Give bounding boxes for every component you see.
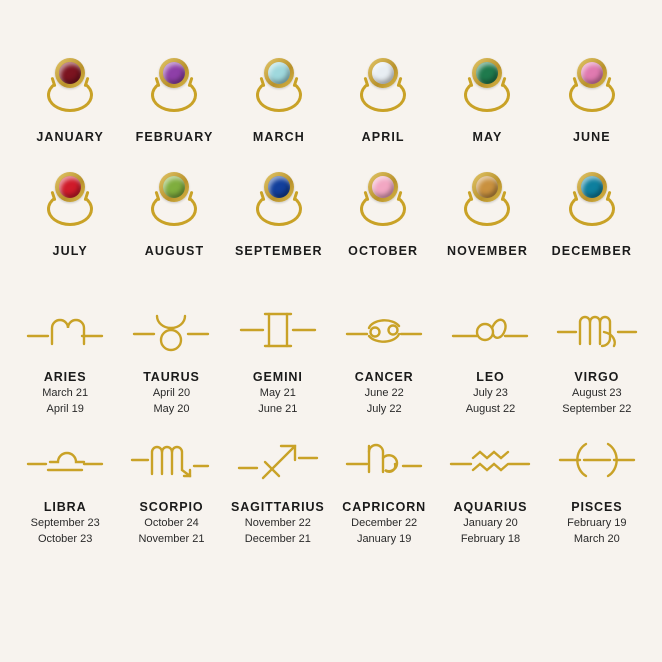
sign-end-date: May 20: [153, 403, 190, 415]
gemini-glyph-icon: [226, 298, 330, 360]
libra-glyph-icon: [13, 428, 117, 490]
sign-end-date: November 21: [138, 533, 205, 545]
gemstone: [581, 176, 603, 198]
ring-icon: [335, 52, 431, 114]
gemstone: [163, 62, 185, 84]
ring-icon: [231, 52, 327, 114]
gemstone: [268, 176, 290, 198]
month-label: APRIL: [361, 130, 405, 144]
sign-name: AQUARIUS: [453, 500, 528, 514]
zodiac-item-cancer[interactable]: [331, 298, 437, 416]
aries-glyph-icon: [13, 298, 117, 360]
sign-end-date: February 18: [460, 533, 521, 545]
birthstone-section: [0, 0, 662, 258]
zodiac-item-taurus[interactable]: [118, 298, 224, 416]
ring-icon: [439, 52, 535, 114]
gemstone: [581, 62, 603, 84]
zodiac-item-aries[interactable]: [12, 298, 118, 416]
zodiac-section: [0, 280, 662, 546]
zodiac-item-virgo[interactable]: [544, 298, 650, 416]
sign-name: LIBRA: [43, 500, 87, 514]
leo-glyph-icon: [438, 298, 542, 360]
capricorn-glyph-icon: [332, 428, 436, 490]
sign-end-date: June 21: [258, 403, 298, 415]
ring-icon: [335, 166, 431, 228]
sign-start-date: December 22: [351, 517, 418, 529]
birthstone-item-january[interactable]: [18, 52, 122, 144]
birthstone-row-2: [18, 166, 644, 258]
sign-end-date: September 22: [562, 403, 632, 415]
sign-name: ARIES: [43, 370, 87, 384]
month-label: OCTOBER: [348, 244, 419, 258]
sign-end-date: December 21: [244, 533, 311, 545]
sign-start-date: July 23: [473, 387, 508, 399]
month-label: DECEMBER: [551, 244, 632, 258]
sign-name: CANCER: [354, 370, 414, 384]
sign-start-date: October 24: [144, 517, 199, 529]
cancer-glyph-icon: [332, 298, 436, 360]
ring-icon: [126, 52, 222, 114]
zodiac-item-libra[interactable]: [12, 428, 118, 546]
zodiac-item-scorpio[interactable]: [118, 428, 224, 546]
gemstone: [59, 176, 81, 198]
birthstone-item-august[interactable]: [122, 166, 226, 258]
birthstone-item-october[interactable]: [331, 166, 435, 258]
sign-name: PISCES: [571, 500, 623, 514]
birthstone-item-may[interactable]: [435, 52, 539, 144]
gemstone: [476, 62, 498, 84]
birthstone-item-december[interactable]: [540, 166, 644, 258]
taurus-glyph-icon: [119, 298, 223, 360]
birthstone-item-july[interactable]: [18, 166, 122, 258]
birthstone-item-september[interactable]: [227, 166, 331, 258]
sign-end-date: October 23: [37, 533, 93, 545]
month-label: JANUARY: [36, 130, 104, 144]
sign-start-date: November 22: [244, 517, 311, 529]
sign-start-date: May 21: [259, 387, 296, 399]
gemstone: [372, 62, 394, 84]
birthstone-row-1: [18, 52, 644, 144]
birthstone-item-february[interactable]: [122, 52, 226, 144]
zodiac-row-1: [12, 298, 650, 416]
sign-start-date: April 20: [152, 387, 191, 399]
sign-end-date: March 20: [573, 533, 620, 545]
ring-icon: [544, 166, 640, 228]
gemstone: [268, 62, 290, 84]
birthstone-item-march[interactable]: [227, 52, 331, 144]
ring-icon: [22, 52, 118, 114]
zodiac-item-leo[interactable]: [437, 298, 543, 416]
sign-end-date: July 22: [366, 403, 402, 415]
sign-name: CAPRICORN: [342, 500, 427, 514]
ring-icon: [126, 166, 222, 228]
month-label: MAY: [472, 130, 503, 144]
sign-name: SCORPIO: [139, 500, 204, 514]
zodiac-item-capricorn[interactable]: [331, 428, 437, 546]
month-label: SEPTEMBER: [234, 244, 323, 258]
month-label: JUNE: [572, 130, 611, 144]
sign-end-date: April 19: [46, 403, 84, 415]
month-label: MARCH: [252, 130, 305, 144]
gemstone: [372, 176, 394, 198]
sign-name: SAGITTARIUS: [230, 500, 325, 514]
sign-start-date: February 19: [567, 517, 627, 529]
sagittarius-glyph-icon: [226, 428, 330, 490]
gemstone: [163, 176, 185, 198]
sign-name: VIRGO: [574, 370, 620, 384]
sign-start-date: September 23: [30, 517, 100, 529]
sign-start-date: June 22: [364, 387, 404, 399]
ring-icon: [439, 166, 535, 228]
sign-name: GEMINI: [252, 370, 303, 384]
birthstone-item-november[interactable]: [435, 166, 539, 258]
month-label: NOVEMBER: [446, 244, 528, 258]
sign-name: LEO: [476, 370, 505, 384]
sign-name: TAURUS: [143, 370, 200, 384]
zodiac-item-aquarius[interactable]: [437, 428, 543, 546]
zodiac-item-sagittarius[interactable]: [225, 428, 331, 546]
sign-start-date: March 21: [42, 387, 89, 399]
birthstone-item-june[interactable]: [540, 52, 644, 144]
ring-icon: [544, 52, 640, 114]
zodiac-row-2: [12, 428, 650, 546]
month-label: FEBRUARY: [135, 130, 214, 144]
ring-icon: [22, 166, 118, 228]
zodiac-item-gemini[interactable]: [225, 298, 331, 416]
virgo-glyph-icon: [545, 298, 649, 360]
ring-icon: [231, 166, 327, 228]
pisces-glyph-icon: [545, 428, 649, 490]
aquarius-glyph-icon: [438, 428, 542, 490]
sign-start-date: January 20: [463, 517, 518, 529]
sign-end-date: January 19: [356, 533, 412, 545]
gemstone: [476, 176, 498, 198]
sign-start-date: August 23: [572, 387, 622, 399]
birthstone-item-april[interactable]: [331, 52, 435, 144]
sign-end-date: August 22: [465, 403, 516, 415]
month-label: AUGUST: [144, 244, 205, 258]
scorpio-glyph-icon: [119, 428, 223, 490]
month-label: JULY: [52, 244, 88, 258]
gemstone: [59, 62, 81, 84]
zodiac-item-pisces[interactable]: [544, 428, 650, 546]
